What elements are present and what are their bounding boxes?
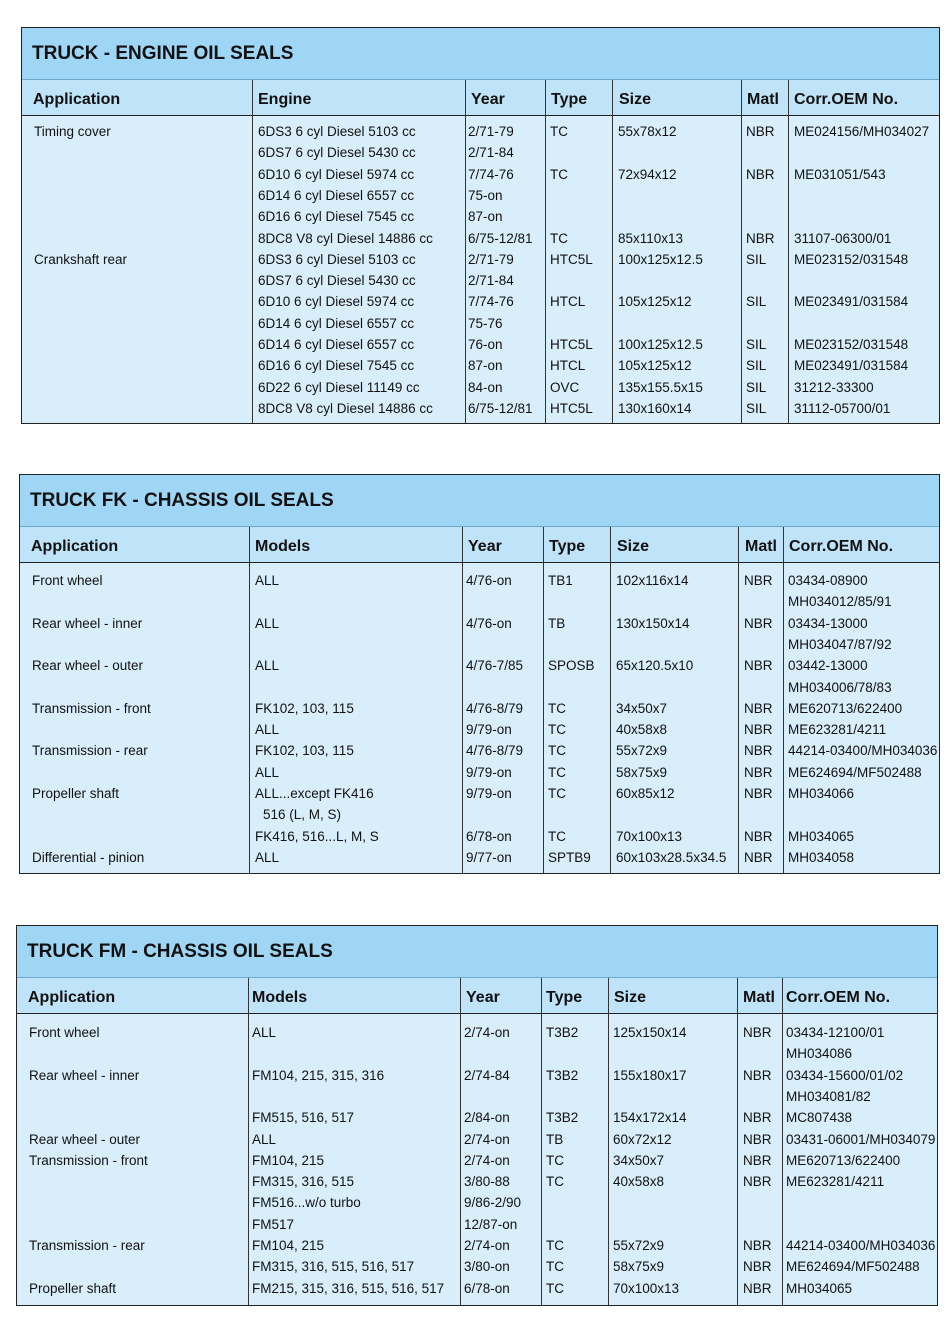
cell-size: 70x100x13	[616, 828, 683, 844]
cell-size: 40x58x8	[616, 722, 668, 738]
cell-year: 9/79-on	[466, 764, 512, 780]
cell-size: 34x50x7	[613, 1152, 665, 1168]
table-row	[22, 121, 939, 142]
fm-chassis-oil-seals-panel	[16, 925, 938, 1306]
cell-type: TB1	[548, 573, 573, 588]
cell-engine-model: ALL	[255, 722, 280, 738]
cell-type: TC	[546, 1152, 564, 1168]
cell-engine-model: FM315, 316, 515	[252, 1174, 355, 1190]
cell-size: 55x78x12	[618, 124, 677, 139]
table-row	[17, 1065, 937, 1086]
cell-matl: NBR	[744, 764, 773, 780]
cell-application: Propeller shaft	[32, 786, 120, 801]
cell-year: 9/77-on	[466, 849, 512, 865]
cell-application: Transmission - front	[29, 1152, 148, 1168]
cell-application: Rear wheel - outer	[29, 1131, 141, 1147]
cell-engine-model: 8DC8 V8 cyl Diesel 14886 cc	[258, 230, 433, 246]
cell-size: 55x72x9	[613, 1238, 665, 1253]
cell-oem: MH034047/87/92	[788, 636, 892, 652]
cell-type: T3B2	[546, 1067, 579, 1083]
cell-oem: ME623281/4211	[788, 722, 887, 738]
cell-application: Rear wheel - inner	[29, 1067, 140, 1083]
header-type: Type	[546, 989, 583, 1006]
cell-engine-model: ALL	[255, 764, 280, 780]
cell-engine-model: 6D10 6 cyl Diesel 5974 cc	[258, 294, 415, 310]
cell-year: 2/74-on	[464, 1131, 510, 1147]
cell-matl: SIL	[746, 400, 767, 416]
table-row	[17, 1214, 937, 1235]
cell-type: TC	[548, 786, 566, 801]
cell-oem: ME624694/MF502488	[786, 1259, 920, 1275]
cell-engine-model: 6DS3 6 cyl Diesel 5103 cc	[258, 251, 416, 267]
cell-matl: NBR	[744, 658, 773, 674]
cell-matl: NBR	[744, 849, 773, 865]
cell-year: 12/87-on	[464, 1216, 518, 1232]
cell-engine-model: FM215, 315, 316, 515, 516, 517	[252, 1280, 445, 1296]
cell-type: TB	[548, 615, 566, 631]
cell-year: 4/76-on	[466, 615, 512, 631]
cell-engine-model: FM517	[252, 1216, 295, 1232]
cell-engine-model: FM104, 215	[252, 1152, 325, 1168]
cell-oem: ME023152/031548	[794, 337, 909, 352]
cell-type: TC	[546, 1238, 564, 1253]
cell-engine-model: FM516...w/o turbo	[252, 1195, 361, 1211]
cell-year: 6/78-on	[464, 1280, 510, 1296]
cell-engine-model: ALL	[252, 1025, 277, 1040]
cell-type: TC	[550, 166, 568, 182]
cell-oem: 03434-13000	[788, 615, 868, 631]
cell-engine-model: 6D14 6 cyl Diesel 6557 cc	[258, 187, 415, 203]
table-row	[22, 206, 939, 227]
cell-application: Front wheel	[32, 573, 103, 588]
cell-oem: MH034058	[788, 849, 855, 865]
cell-matl: NBR	[743, 1280, 772, 1296]
cell-year: 2/71-84	[468, 273, 514, 289]
cell-matl: NBR	[744, 615, 773, 631]
table-row	[22, 185, 939, 206]
table-row	[17, 1278, 937, 1299]
cell-size: 65x120.5x10	[616, 658, 694, 674]
table-row	[20, 698, 939, 719]
cell-oem: MH034081/82	[786, 1088, 871, 1104]
panel-title: TRUCK - ENGINE OIL SEALS	[22, 28, 939, 80]
cell-year: 3/80-on	[464, 1259, 510, 1275]
table-row	[22, 355, 939, 376]
cell-oem: ME623281/4211	[786, 1174, 885, 1190]
cell-year: 2/74-on	[464, 1152, 510, 1168]
cell-type: TC	[548, 722, 566, 738]
cell-oem: MH034065	[788, 828, 855, 844]
cell-oem: 44214-03400/MH034036	[788, 743, 938, 759]
cell-year: 75-on	[468, 187, 503, 203]
cell-oem: ME023491/031584	[794, 294, 909, 310]
cell-matl: NBR	[744, 722, 773, 738]
cell-size: 100x125x12.5	[618, 337, 703, 352]
table-row	[22, 377, 939, 398]
table-row	[22, 313, 939, 334]
cell-size: 85x110x13	[618, 230, 684, 246]
table-row	[22, 164, 939, 185]
cell-matl: SIL	[746, 251, 767, 267]
cell-year: 6/78-on	[466, 828, 512, 844]
cell-engine-model: 6D16 6 cyl Diesel 7545 cc	[258, 209, 415, 225]
cell-matl: NBR	[746, 166, 775, 182]
cell-engine-model: 6D10 6 cyl Diesel 5974 cc	[258, 166, 415, 182]
header-application: Application	[31, 538, 119, 555]
cell-engine-model: 6D14 6 cyl Diesel 6557 cc	[258, 337, 415, 352]
cell-year: 87-on	[468, 358, 503, 374]
cell-matl: SIL	[746, 294, 767, 310]
cell-application: Transmission - rear	[32, 743, 148, 759]
cell-year: 76-on	[468, 337, 503, 352]
cell-engine-model: FM515, 516, 517	[252, 1110, 355, 1126]
cell-type: HTC5L	[550, 251, 593, 267]
cell-engine-model: 6DS7 6 cyl Diesel 5430 cc	[258, 273, 416, 289]
cell-year: 9/79-on	[466, 722, 512, 738]
cell-application: Differential - pinion	[32, 849, 145, 865]
table-row	[20, 613, 939, 634]
cell-year: 84-on	[468, 379, 503, 395]
cell-size: 102x116x14	[616, 573, 689, 588]
table-row	[17, 1129, 937, 1150]
cell-application: Rear wheel - outer	[32, 658, 144, 674]
cell-type: T3B2	[546, 1110, 579, 1126]
cell-matl: NBR	[744, 786, 773, 801]
cell-size: 125x150x14	[613, 1025, 687, 1040]
cell-type: T3B2	[546, 1025, 579, 1040]
cell-year: 7/74-76	[468, 166, 514, 182]
cell-application: Timing cover	[34, 124, 111, 139]
cell-matl: NBR	[744, 828, 773, 844]
cell-oem: MH034012/85/91	[788, 594, 892, 610]
table-row	[17, 1043, 937, 1064]
cell-application: Crankshaft rear	[34, 251, 128, 267]
cell-type: OVC	[550, 379, 580, 395]
cell-size: 130x160x14	[618, 400, 692, 416]
cell-oem: 31112-05700/01	[794, 400, 891, 416]
header-matl: Matl	[747, 91, 779, 108]
table-row	[17, 1022, 937, 1043]
table-row	[20, 591, 939, 612]
cell-year: 2/84-on	[464, 1110, 510, 1126]
cell-type: TC	[548, 700, 566, 716]
cell-year: 4/76-8/79	[466, 743, 524, 759]
header-type: Type	[549, 538, 586, 555]
cell-year: 6/75-12/81	[468, 400, 533, 416]
header-size: Size	[617, 538, 650, 555]
cell-matl: NBR	[743, 1025, 772, 1040]
table-row	[17, 1256, 937, 1277]
cell-year: 2/71-84	[468, 145, 514, 161]
cell-oem: ME024156/MH034027	[794, 124, 930, 139]
cell-type: TC	[550, 124, 568, 139]
table-row	[20, 634, 939, 655]
cell-type: TC	[548, 743, 566, 759]
panel-title: TRUCK FK - CHASSIS OIL SEALS	[20, 475, 939, 527]
cell-engine-model: ALL	[255, 658, 280, 674]
cell-oem: MH034066	[788, 786, 855, 801]
cell-engine-model: 6D16 6 cyl Diesel 7545 cc	[258, 358, 415, 374]
cell-year: 9/79-on	[466, 786, 512, 801]
cell-oem: ME624694/MF502488	[788, 764, 922, 780]
cell-year: 6/75-12/81	[468, 230, 533, 246]
cell-matl: SIL	[746, 379, 767, 395]
cell-year: 4/76-on	[466, 573, 512, 588]
table-row	[20, 677, 939, 698]
cell-oem: 03431-06001/MH034079	[786, 1131, 936, 1147]
table-row	[17, 1086, 937, 1107]
cell-type: TC	[546, 1280, 564, 1296]
table-row	[20, 826, 939, 847]
cell-size: 130x150x14	[616, 615, 690, 631]
cell-year: 4/76-8/79	[466, 700, 524, 716]
cell-engine-model: FM315, 316, 515, 516, 517	[252, 1259, 415, 1275]
cell-size: 60x72x12	[613, 1131, 672, 1147]
cell-size: 155x180x17	[613, 1067, 687, 1083]
cell-year: 2/74-on	[464, 1238, 510, 1253]
cell-year: 9/86-2/90	[464, 1195, 522, 1211]
cell-year: 7/74-76	[468, 294, 514, 310]
table-row	[17, 1107, 937, 1128]
cell-matl: NBR	[743, 1259, 772, 1275]
table-row	[20, 847, 939, 868]
cell-matl: SIL	[746, 337, 767, 352]
cell-oem: 03434-08900	[788, 573, 868, 588]
cell-size: 58x75x9	[616, 764, 668, 780]
cell-size: 70x100x13	[613, 1280, 680, 1296]
header-oem: Corr.OEM No.	[786, 989, 891, 1006]
table-row	[17, 1192, 937, 1213]
table-row	[22, 291, 939, 312]
cell-engine-model: ALL	[252, 1131, 277, 1147]
cell-matl: NBR	[746, 230, 775, 246]
cell-oem: ME620713/622400	[786, 1152, 901, 1168]
header-type: Type	[551, 91, 588, 108]
table-row	[20, 740, 939, 761]
table-row	[20, 783, 939, 804]
table-header	[17, 978, 937, 1014]
cell-engine-model: 6DS7 6 cyl Diesel 5430 cc	[258, 145, 416, 161]
cell-type: HTCL	[550, 358, 586, 374]
header-size: Size	[619, 91, 652, 108]
cell-matl: NBR	[743, 1110, 772, 1126]
table-row	[22, 270, 939, 291]
cell-type: TB	[546, 1131, 564, 1147]
cell-matl: NBR	[743, 1067, 772, 1083]
cell-oem: 44214-03400/MH034036	[786, 1238, 936, 1253]
table-header	[22, 80, 939, 116]
cell-oem: MC807438	[786, 1110, 853, 1126]
cell-engine-model: ALL...except FK416	[255, 786, 374, 801]
engine-oil-seals-panel	[21, 27, 940, 424]
cell-engine-model: ALL	[255, 849, 280, 865]
table-row	[20, 719, 939, 740]
cell-year: 2/71-79	[468, 124, 514, 139]
cell-size: 105x125x12	[618, 294, 692, 310]
cell-type: HTC5L	[550, 400, 593, 416]
cell-oem: 03442-13000	[788, 658, 868, 674]
cell-matl: SIL	[746, 358, 767, 374]
cell-oem: 31107-06300/01	[794, 230, 892, 246]
cell-size: 60x103x28.5x34.5	[616, 849, 727, 865]
cell-oem: 03434-12100/01	[786, 1025, 885, 1040]
cell-engine-model: 516 (L, M, S)	[263, 807, 342, 823]
cell-oem: MH034006/78/83	[788, 679, 892, 695]
cell-type: HTC5L	[550, 337, 593, 352]
cell-engine-model: ALL	[255, 573, 280, 588]
cell-type: TC	[546, 1259, 564, 1275]
header-year: Year	[471, 91, 505, 108]
cell-type: TC	[548, 764, 566, 780]
header-oem: Corr.OEM No.	[789, 538, 894, 555]
cell-size: 60x85x12	[616, 786, 675, 801]
cell-engine-model: FM104, 215, 315, 316	[252, 1067, 385, 1083]
header-year: Year	[466, 989, 500, 1006]
cell-size: 58x75x9	[613, 1259, 665, 1275]
cell-oem: MH034086	[786, 1046, 853, 1062]
table-row	[22, 398, 939, 419]
cell-matl: NBR	[744, 743, 773, 759]
header-engine: Engine	[258, 91, 312, 108]
table-row	[22, 249, 939, 270]
cell-matl: NBR	[746, 124, 775, 139]
cell-matl: NBR	[743, 1131, 772, 1147]
cell-size: 135x155.5x15	[618, 379, 703, 395]
cell-engine-model: FM104, 215	[252, 1238, 325, 1253]
cell-oem: ME620713/622400	[788, 700, 903, 716]
fk-chassis-oil-seals-panel	[19, 474, 940, 874]
cell-size: 55x72x9	[616, 743, 668, 759]
cell-oem: ME031051/543	[794, 166, 886, 182]
cell-engine-model: FK102, 103, 115	[255, 743, 354, 759]
cell-year: 87-on	[468, 209, 503, 225]
cell-type: SPTB9	[548, 849, 591, 865]
cell-matl: NBR	[744, 700, 773, 716]
cell-engine-model: 6D14 6 cyl Diesel 6557 cc	[258, 315, 415, 331]
table-header	[20, 527, 939, 563]
cell-matl: NBR	[743, 1174, 772, 1190]
cell-type: TC	[548, 828, 566, 844]
header-matl: Matl	[745, 538, 777, 555]
header-models: Models	[255, 538, 311, 555]
cell-engine-model: 6D22 6 cyl Diesel 11149 cc	[258, 379, 420, 395]
header-year: Year	[468, 538, 502, 555]
cell-year: 3/80-88	[464, 1174, 510, 1190]
cell-year: 2/74-84	[464, 1067, 510, 1083]
cell-type: TC	[546, 1174, 564, 1190]
cell-oem: ME023152/031548	[794, 251, 909, 267]
cell-size: 40x58x8	[613, 1174, 665, 1190]
cell-application: Front wheel	[29, 1025, 100, 1040]
cell-oem: ME023491/031584	[794, 358, 909, 374]
cell-matl: NBR	[743, 1152, 772, 1168]
cell-oem: 03434-15600/01/02	[786, 1067, 904, 1083]
cell-matl: NBR	[744, 573, 773, 588]
table-row	[17, 1171, 937, 1192]
cell-application: Transmission - front	[32, 700, 151, 716]
cell-year: 2/71-79	[468, 251, 514, 267]
table-row	[22, 142, 939, 163]
table-row	[20, 570, 939, 591]
cell-engine-model: FK416, 516...L, M, S	[255, 828, 379, 844]
cell-application: Transmission - rear	[29, 1238, 145, 1253]
cell-size: 100x125x12.5	[618, 251, 703, 267]
table-row	[20, 762, 939, 783]
header-size: Size	[614, 989, 647, 1006]
header-oem: Corr.OEM No.	[794, 91, 899, 108]
cell-year: 75-76	[468, 315, 503, 331]
table-row	[22, 228, 939, 249]
cell-engine-model: ALL	[255, 615, 280, 631]
table-row	[22, 334, 939, 355]
table-row	[20, 655, 939, 676]
cell-type: SPOSB	[548, 658, 595, 674]
cell-year: 2/74-on	[464, 1025, 510, 1040]
cell-oem: 31212-33300	[794, 379, 874, 395]
table-row	[17, 1150, 937, 1171]
cell-year: 4/76-7/85	[466, 658, 524, 674]
cell-type: HTCL	[550, 294, 586, 310]
table-row	[17, 1235, 937, 1256]
header-matl: Matl	[743, 989, 775, 1006]
cell-engine-model: FK102, 103, 115	[255, 700, 354, 716]
cell-application: Rear wheel - inner	[32, 615, 143, 631]
cell-application: Propeller shaft	[29, 1280, 117, 1296]
header-application: Application	[28, 989, 116, 1006]
cell-type: TC	[550, 230, 568, 246]
cell-size: 105x125x12	[618, 358, 692, 374]
cell-engine-model: 8DC8 V8 cyl Diesel 14886 cc	[258, 400, 433, 416]
cell-engine-model: 6DS3 6 cyl Diesel 5103 cc	[258, 124, 416, 139]
table-row	[20, 804, 939, 825]
cell-size: 34x50x7	[616, 700, 668, 716]
cell-size: 72x94x12	[618, 166, 677, 182]
panel-title: TRUCK FM - CHASSIS OIL SEALS	[17, 926, 937, 978]
header-application: Application	[33, 91, 121, 108]
cell-matl: NBR	[743, 1238, 772, 1253]
cell-size: 154x172x14	[613, 1110, 687, 1126]
cell-oem: MH034065	[786, 1280, 853, 1296]
header-models: Models	[252, 989, 308, 1006]
